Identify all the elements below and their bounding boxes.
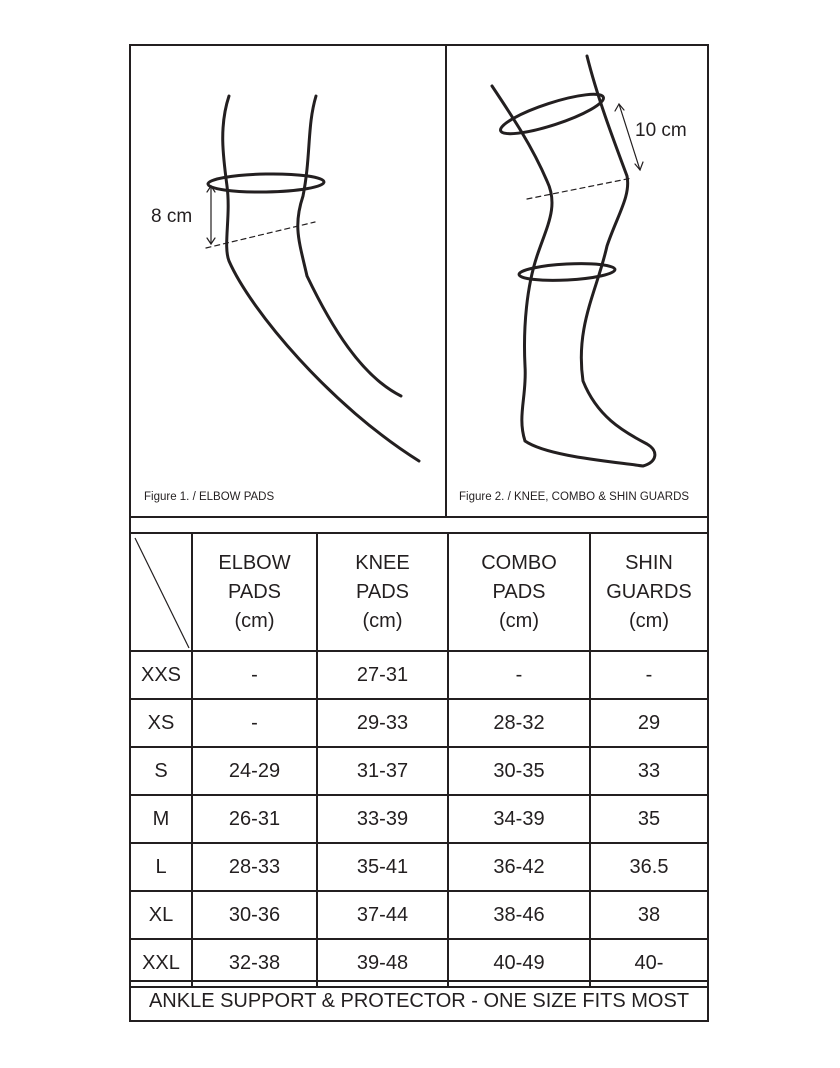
footer-note: ANKLE SUPPORT & PROTECTOR - ONE SIZE FITS MOST [131, 980, 707, 1020]
table-cell: 38 [590, 891, 707, 939]
column-header-elbow [192, 534, 317, 651]
column-header-shin [590, 534, 707, 651]
table-cell: 36.5 [590, 843, 707, 891]
table-cell: 40-49 [448, 939, 590, 987]
column-header-knee [317, 534, 448, 651]
table-cell: - [192, 651, 317, 699]
table-cell: 34-39 [448, 795, 590, 843]
table-row [131, 747, 707, 795]
figure-caption: Figure 2. / KNEE, COMBO & SHIN GUARDS [459, 491, 690, 503]
figures-panel [131, 46, 707, 516]
size-label: L [131, 843, 192, 891]
table-cell: 37-44 [317, 891, 448, 939]
table-cell: 27-31 [317, 651, 448, 699]
table-header-row [131, 534, 707, 651]
header-unit: (cm) [362, 609, 403, 632]
table-cell: 33-39 [317, 795, 448, 843]
size-label: S [131, 747, 192, 795]
elbow-outline-icon [131, 46, 445, 516]
header-line: PADS [228, 580, 281, 603]
table-row [131, 651, 707, 699]
leg-outline-icon [447, 46, 707, 516]
table-row [131, 891, 707, 939]
table-cell: 29 [590, 699, 707, 747]
header-unit: (cm) [629, 609, 669, 632]
header-line: PADS [492, 580, 546, 603]
header-unit: (cm) [499, 609, 539, 632]
header-line: GUARDS [606, 580, 692, 603]
size-table [131, 534, 707, 988]
header-line: SHIN [625, 551, 673, 574]
table-cell: 31-37 [317, 747, 448, 795]
table-cell: 28-32 [448, 699, 590, 747]
header-line: COMBO [481, 551, 557, 574]
figure-elbow [131, 46, 447, 516]
size-chart [129, 44, 709, 1022]
leg-measurement-label: 10 cm [635, 120, 687, 141]
corner-cell [131, 534, 192, 651]
table-row [131, 795, 707, 843]
elbow-measurement-label: 8 cm [151, 206, 193, 227]
section-divider [131, 516, 707, 534]
column-header-combo [448, 534, 590, 651]
table-cell: 32-38 [192, 939, 317, 987]
header-line: PADS [356, 580, 409, 603]
table-cell: - [448, 651, 590, 699]
table-row [131, 699, 707, 747]
table-cell: - [590, 651, 707, 699]
table-cell: 26-31 [192, 795, 317, 843]
table-cell: 24-29 [192, 747, 317, 795]
header-line: ELBOW [218, 551, 291, 574]
table-cell: 30-36 [192, 891, 317, 939]
header-unit: (cm) [234, 609, 275, 632]
table-cell: - [192, 699, 317, 747]
diagonal-divider-icon [131, 534, 192, 650]
table-cell: 35-41 [317, 843, 448, 891]
table-cell: 33 [590, 747, 707, 795]
table-cell: 30-35 [448, 747, 590, 795]
figure-leg [447, 46, 707, 516]
size-label: XXS [131, 651, 192, 699]
table-cell: 38-46 [448, 891, 590, 939]
size-label: XL [131, 891, 192, 939]
table-row [131, 843, 707, 891]
size-label: XS [131, 699, 192, 747]
figure-caption: Figure 1. / ELBOW PADS [144, 491, 275, 503]
size-label: M [131, 795, 192, 843]
size-label: XXL [131, 939, 192, 987]
table-cell: 40- [590, 939, 707, 987]
table-cell: 28-33 [192, 843, 317, 891]
table-cell: 29-33 [317, 699, 448, 747]
table-cell: 39-48 [317, 939, 448, 987]
table-cell: 36-42 [448, 843, 590, 891]
header-line: KNEE [355, 551, 410, 574]
table-cell: 35 [590, 795, 707, 843]
